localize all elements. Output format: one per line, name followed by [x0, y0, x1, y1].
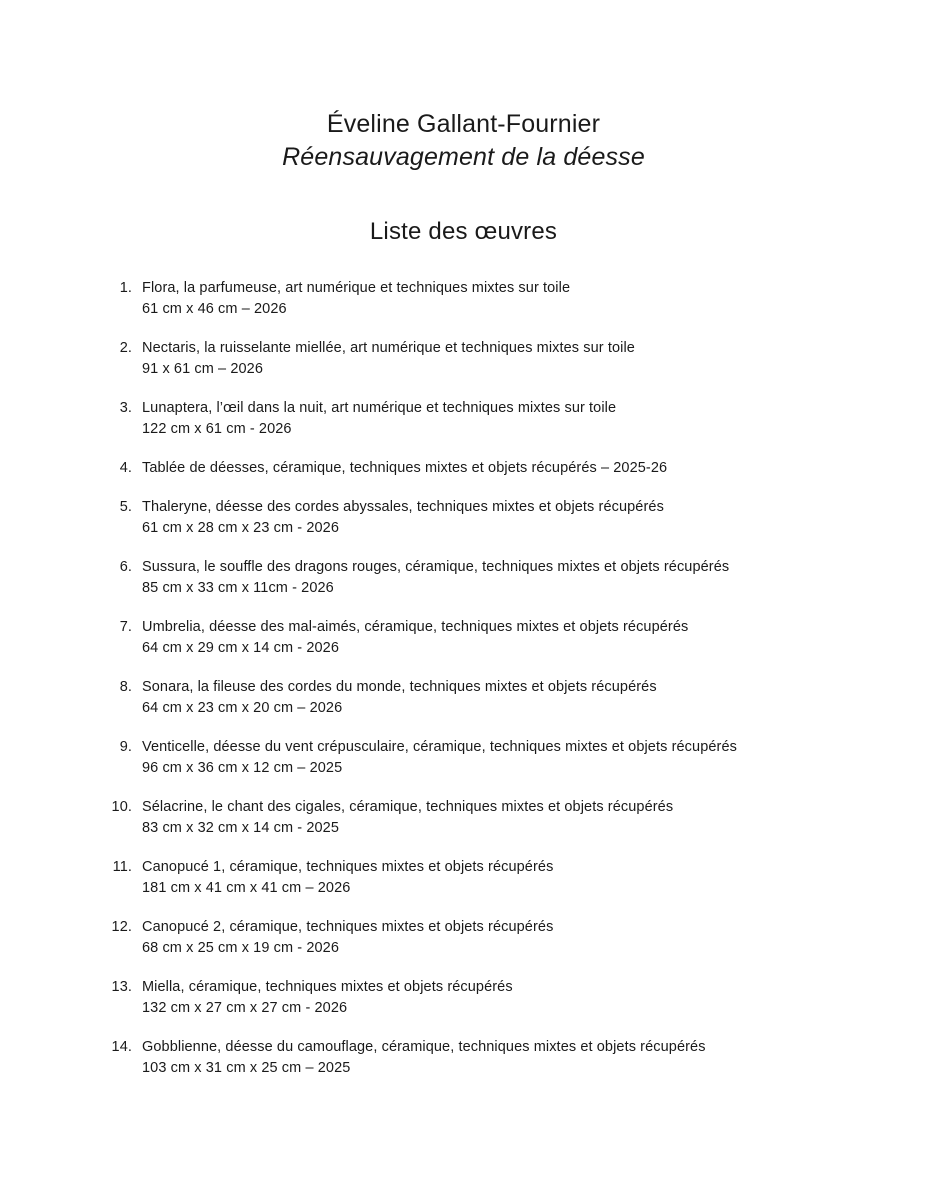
work-title: Tablée de déesses, céramique, techniques mixtes et objets récupérés – 2025-26 [142, 460, 668, 477]
work-dimensions: 122 cm x 61 cm - 2026 [142, 421, 292, 438]
work-title: Canopucé 2, céramique, techniques mixtes et objets récupérés [142, 919, 554, 936]
work-list-item [104, 857, 887, 899]
work-dimensions: 64 cm x 29 cm x 14 cm - 2026 [142, 640, 340, 657]
work-title: Sussura, le souffle des dragons rouges, céramique, techniques mixtes et objets récupérés [142, 559, 730, 576]
work-title: Umbrelia, déesse des mal-aimés, céramique, techniques mixtes et objets récupérés [142, 619, 689, 636]
work-list-item [104, 677, 887, 719]
work-dimensions: 83 cm x 32 cm x 14 cm - 2025 [142, 820, 340, 837]
work-number: 9. [119, 739, 132, 756]
work-list-item [104, 1037, 887, 1079]
work-number: 2. [119, 340, 132, 357]
artist-name: Éveline Gallant-Fournier [326, 110, 601, 138]
work-number: 6. [119, 559, 132, 576]
section-heading-liste-des-oeuvres: Liste des œuvres [369, 218, 558, 245]
work-list-item [104, 617, 887, 659]
work-number: 10. [111, 799, 132, 816]
work-list-item [104, 398, 887, 440]
work-dimensions: 132 cm x 27 cm x 27 cm - 2026 [142, 1000, 348, 1017]
work-title: Thaleryne, déesse des cordes abyssales, techniques mixtes et objets récupérés [142, 499, 664, 516]
work-number: 11. [112, 859, 132, 876]
work-title: Sélacrine, le chant des cigales, céramique, techniques mixtes et objets récupérés [142, 799, 674, 816]
work-list-item [104, 917, 887, 959]
work-list-item [104, 458, 887, 479]
work-title: Lunaptera, l’œil dans la nuit, art numérique et techniques mixtes sur toile [142, 400, 617, 417]
work-list-item [104, 977, 887, 1019]
works-list [0, 247, 927, 1079]
exhibition-title: Réensauvagement de la déesse [282, 143, 645, 171]
document-header [0, 0, 927, 247]
work-list-item [104, 557, 887, 599]
work-number: 1. [119, 280, 132, 297]
work-dimensions: 91 x 61 cm – 2026 [142, 361, 263, 378]
work-list-item [104, 737, 887, 779]
work-number: 13. [111, 979, 132, 996]
work-number: 12. [111, 919, 132, 936]
work-number: 4. [119, 460, 132, 477]
work-number: 8. [119, 679, 132, 696]
work-dimensions: 103 cm x 31 cm x 25 cm – 2025 [142, 1060, 351, 1077]
work-list-item [104, 497, 887, 539]
work-title: Venticelle, déesse du vent crépusculaire, céramique, techniques mixtes et objets récupérés [142, 739, 737, 756]
work-number: 14. [111, 1039, 132, 1056]
work-number: 7. [119, 619, 132, 636]
work-number: 3. [119, 400, 132, 417]
work-dimensions: 61 cm x 46 cm – 2026 [142, 301, 287, 318]
work-dimensions: 85 cm x 33 cm x 11cm - 2026 [142, 580, 334, 597]
work-title: Flora, la parfumeuse, art numérique et techniques mixtes sur toile [142, 280, 571, 297]
work-dimensions: 181 cm x 41 cm x 41 cm – 2026 [142, 880, 351, 897]
work-title: Canopucé 1, céramique, techniques mixtes et objets récupérés [142, 859, 554, 876]
work-list-item [104, 797, 887, 839]
work-dimensions: 68 cm x 25 cm x 19 cm - 2026 [142, 940, 340, 957]
work-list-item [104, 338, 887, 380]
work-title: Miella, céramique, techniques mixtes et objets récupérés [142, 979, 513, 996]
work-list-item [104, 278, 887, 320]
work-number: 5. [119, 499, 132, 516]
work-dimensions: 96 cm x 36 cm x 12 cm – 2025 [142, 760, 343, 777]
work-title: Sonara, la fileuse des cordes du monde, techniques mixtes et objets récupérés [142, 679, 657, 696]
work-title: Gobblienne, déesse du camouflage, céramique, techniques mixtes et objets récupérés [142, 1039, 706, 1056]
work-title: Nectaris, la ruisselante miellée, art numérique et techniques mixtes sur toile [142, 340, 635, 357]
work-dimensions: 61 cm x 28 cm x 23 cm - 2026 [142, 520, 340, 537]
work-dimensions: 64 cm x 23 cm x 20 cm – 2026 [142, 700, 343, 717]
